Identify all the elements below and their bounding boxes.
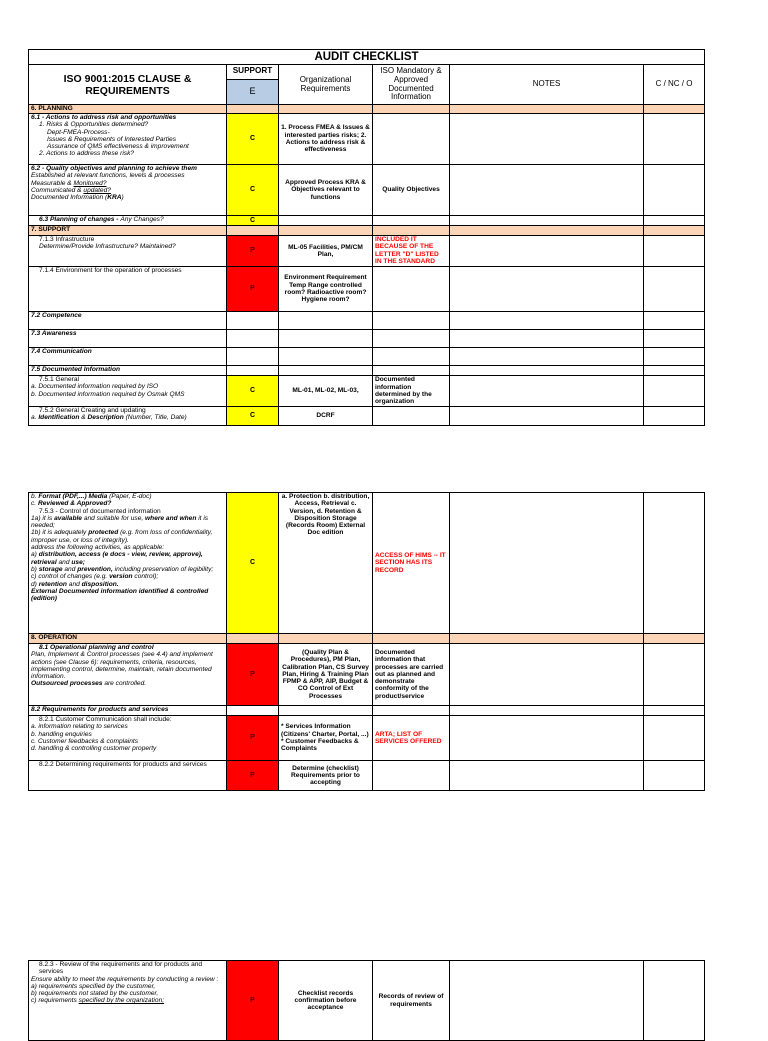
- support-cell: C: [227, 407, 279, 426]
- clause-8-2-3: 8.2.3 - Review of the requirements and for products and services Ensure ability to meet the requirements by conducting a review : a) requirements specified by the customer, b) requirements not stated by the customer, c) requirements specified by the organization;: [29, 961, 227, 1041]
- notes-cell[interactable]: [450, 961, 644, 1041]
- org-requirements-header: Organizational Requirements: [279, 65, 373, 105]
- notes-cell[interactable]: [450, 706, 644, 716]
- iso-documented: INCLUDED IT BECAUSE OF THE LETTER "D" LISTED IN THE STANDARD: [373, 236, 450, 267]
- org-requirement: ML-05 Facilities, PM/CM Plan,: [279, 236, 373, 267]
- page-title: AUDIT CHECKLIST: [29, 50, 705, 65]
- table-row-7-4: [29, 348, 705, 366]
- iso-documented: ARTA; LIST OF SERVICES OFFERED: [373, 716, 450, 761]
- notes-cell[interactable]: [450, 761, 644, 791]
- audit-table-2: [28, 492, 705, 791]
- cnco-cell[interactable]: [644, 716, 705, 761]
- org-requirement: * Services Information (Citizens' Charter, Portal, ...) * Customer Feedbacks & Complaints: [279, 716, 373, 761]
- cnco-cell[interactable]: [644, 330, 705, 348]
- clause-8-2: 8.2 Requirements for products and services: [29, 706, 227, 716]
- support-header: SUPPORT: [227, 65, 279, 80]
- notes-cell[interactable]: [450, 366, 644, 376]
- org-requirement: a. Protection b. distribution, Access, Retrieval c. Version, d. Retention & Disposition Storage (Records Room) External Doc edition: [279, 493, 373, 634]
- cnco-cell[interactable]: [644, 761, 705, 791]
- support-sub-header: E: [227, 80, 279, 105]
- audit-table-3: [28, 960, 705, 1041]
- support-cell: P: [227, 644, 279, 706]
- cnco-cell[interactable]: [644, 236, 705, 267]
- clause-8-2-2: 8.2.2 Determining requirements for products and services: [29, 761, 227, 791]
- clause-6-1: 6.1 - Actions to address risk and opportunities 1. Risks & Opportunities determined? Dept-FMEA-Process- Issues & Requirements of Interested Parties Assurance of QMS effectiveness & improvement 2. Actions to address these risk?: [29, 114, 227, 165]
- clause-7-5: 7.5 Documented Information: [29, 366, 227, 376]
- checklist-block-2: [28, 492, 704, 791]
- cnco-cell[interactable]: [644, 216, 705, 226]
- org-requirement: Determine (checklist) Requirements prior to accepting: [279, 761, 373, 791]
- clause-7-1-3: 7.1.3 Infrastructure Determine/Provide Infrastructure? Maintained?: [29, 236, 227, 267]
- table-row-6-1: [29, 114, 705, 165]
- cnco-cell[interactable]: [644, 961, 705, 1041]
- notes-cell[interactable]: [450, 376, 644, 407]
- notes-cell[interactable]: [450, 216, 644, 226]
- org-requirement: DCRF: [279, 407, 373, 426]
- clause-7-5-1: 7.5.1 General a. Documented information required by ISO b. Documented information required by Osmak QMS: [29, 376, 227, 407]
- table-row-8-2-1: [29, 716, 705, 761]
- clause-6-2: 6.2 - Quality objectives and planning to achieve them Established at relevant functions, levels & processes Measurable & Monitored? Communicated & updated? Documented Information (KRA): [29, 165, 227, 216]
- cnco-header: C / NC / O: [644, 65, 705, 105]
- iso-documented: ACCESS OF HIMS -- IT SECTION HAS ITS RECORD: [373, 493, 450, 634]
- cnco-cell[interactable]: [644, 267, 705, 312]
- audit-table-1: [28, 49, 705, 426]
- table-row-7-2: [29, 312, 705, 330]
- clause-7-4: 7.4 Communication: [29, 348, 227, 366]
- support-cell: P: [227, 761, 279, 791]
- cnco-cell[interactable]: [644, 312, 705, 330]
- table-row-6-2: [29, 165, 705, 216]
- org-requirement: Environment Requirement Temp Range controlled room? Radioactive room? Hygiene room?: [279, 267, 373, 312]
- support-cell: C: [227, 165, 279, 216]
- iso-documented: Documented information that processes are carried out as planned and demonstrate conformity of the product/service: [373, 644, 450, 706]
- clause-7-2: 7.2 Competence: [29, 312, 227, 330]
- support-cell: P: [227, 267, 279, 312]
- iso-documented: Documented information determined by the organization: [373, 376, 450, 407]
- cnco-cell[interactable]: [644, 493, 705, 634]
- clause-7-5-2: 7.5.2 General Creating and updating a. Identification & Description (Number, Title, Date): [29, 407, 227, 426]
- support-cell: C: [227, 376, 279, 407]
- table-row-8-2-3: [29, 961, 705, 1041]
- support-cell: C: [227, 216, 279, 226]
- table-row-6-3: [29, 216, 705, 226]
- checklist-block-3: [28, 960, 704, 1041]
- table-row-8-1: [29, 644, 705, 706]
- notes-cell[interactable]: [450, 716, 644, 761]
- table-row-7-5: [29, 366, 705, 376]
- iso-documented-header: ISO Mandatory & Approved Documented Information: [373, 65, 450, 105]
- org-requirement: Approved Process KRA & Objectives relevant to functions: [279, 165, 373, 216]
- cnco-cell[interactable]: [644, 407, 705, 426]
- iso-documented: Records of review of requirements: [373, 961, 450, 1041]
- cnco-cell[interactable]: [644, 348, 705, 366]
- notes-cell[interactable]: [450, 348, 644, 366]
- org-requirement: 1. Process FMEA & Issues & interested parties risks; 2. Actions to address risk & effectiveness: [279, 114, 373, 165]
- org-requirement: Checklist records confirmation before acceptance: [279, 961, 373, 1041]
- org-requirement: (Quality Plan & Procedures), PM Plan, Calibration Plan, CS Survey Plan, Hiring & Training Plan FPMP & APP, AIP, Budget & CO Control of Ext Processes: [279, 644, 373, 706]
- section-operation: 8. OPERATION: [29, 634, 227, 644]
- notes-cell[interactable]: [450, 267, 644, 312]
- table-row-7-1-4: [29, 267, 705, 312]
- table-row-8-2: [29, 706, 705, 716]
- iso-documented: Quality Objectives: [373, 165, 450, 216]
- cnco-cell[interactable]: [644, 376, 705, 407]
- notes-cell[interactable]: [450, 493, 644, 634]
- support-cell: P: [227, 716, 279, 761]
- notes-cell[interactable]: [450, 644, 644, 706]
- clause-7-3: 7.3 Awareness: [29, 330, 227, 348]
- clause-7-1-4: 7.1.4 Environment for the operation of processes: [29, 267, 227, 312]
- clause-8-1: 8.1 Operational planning and control Plan, Implement & Control processes (see 4.4) and implement actions (see Clause 6): requirements, criteria, resources, implementing control, determine, maintain, retain documented information. Outsourced processes are controlled.: [29, 644, 227, 706]
- support-cell: P: [227, 236, 279, 267]
- notes-cell[interactable]: [450, 236, 644, 267]
- cnco-cell[interactable]: [644, 706, 705, 716]
- table-row-7-3: [29, 330, 705, 348]
- section-support: 7. SUPPORT: [29, 226, 227, 236]
- notes-cell[interactable]: [450, 312, 644, 330]
- support-cell: C: [227, 493, 279, 634]
- clause-7-5-3: b. Format (PDF,...) Media (Paper, E-doc) c. Reviewed & Approved? 7.5.3 - Control of documented information 1a) it is available and suitable for use, where and when it is needed; 1b) it is adequately protected (e.g. from loss of confidentiality, improper use, or loss of integrity). address the following activities, as applicable: a) distribution, access (e docs - view, review, approve), retrieval and use; b) storage and prevention, including preservation of legibility; c) control of changes (e.g. version control); d) retention and disposition. External Documented information identified & controlled (edition): [29, 493, 227, 634]
- notes-cell[interactable]: [450, 330, 644, 348]
- table-row-7-1-3: [29, 236, 705, 267]
- table-row-7-5-2: [29, 407, 705, 426]
- cnco-cell[interactable]: [644, 366, 705, 376]
- table-row-8-2-2: [29, 761, 705, 791]
- notes-cell[interactable]: [450, 165, 644, 216]
- support-cell: P: [227, 961, 279, 1041]
- clause-6-3: 6.3 Planning of changes - Any Changes?: [29, 216, 227, 226]
- clause-8-2-1: 8.2.1 Customer Communication shall include: a. information relating to services b. handling enquiries c. Customer feedbacks & complaints d. handling & controlling customer property: [29, 716, 227, 761]
- org-requirement: ML-01, ML-02, ML-03,: [279, 376, 373, 407]
- checklist-block-1: [28, 49, 704, 426]
- notes-header: NOTES: [450, 65, 644, 105]
- table-row-7-5-1: [29, 376, 705, 407]
- section-planning: 6. PLANNING: [29, 105, 227, 114]
- support-cell: C: [227, 114, 279, 165]
- cnco-cell[interactable]: [644, 114, 705, 165]
- cnco-cell[interactable]: [644, 165, 705, 216]
- cnco-cell[interactable]: [644, 644, 705, 706]
- table-row-7-5-3: [29, 493, 705, 634]
- notes-cell[interactable]: [450, 114, 644, 165]
- clause-header: ISO 9001:2015 CLAUSE & REQUIREMENTS: [29, 65, 227, 105]
- notes-cell[interactable]: [450, 407, 644, 426]
